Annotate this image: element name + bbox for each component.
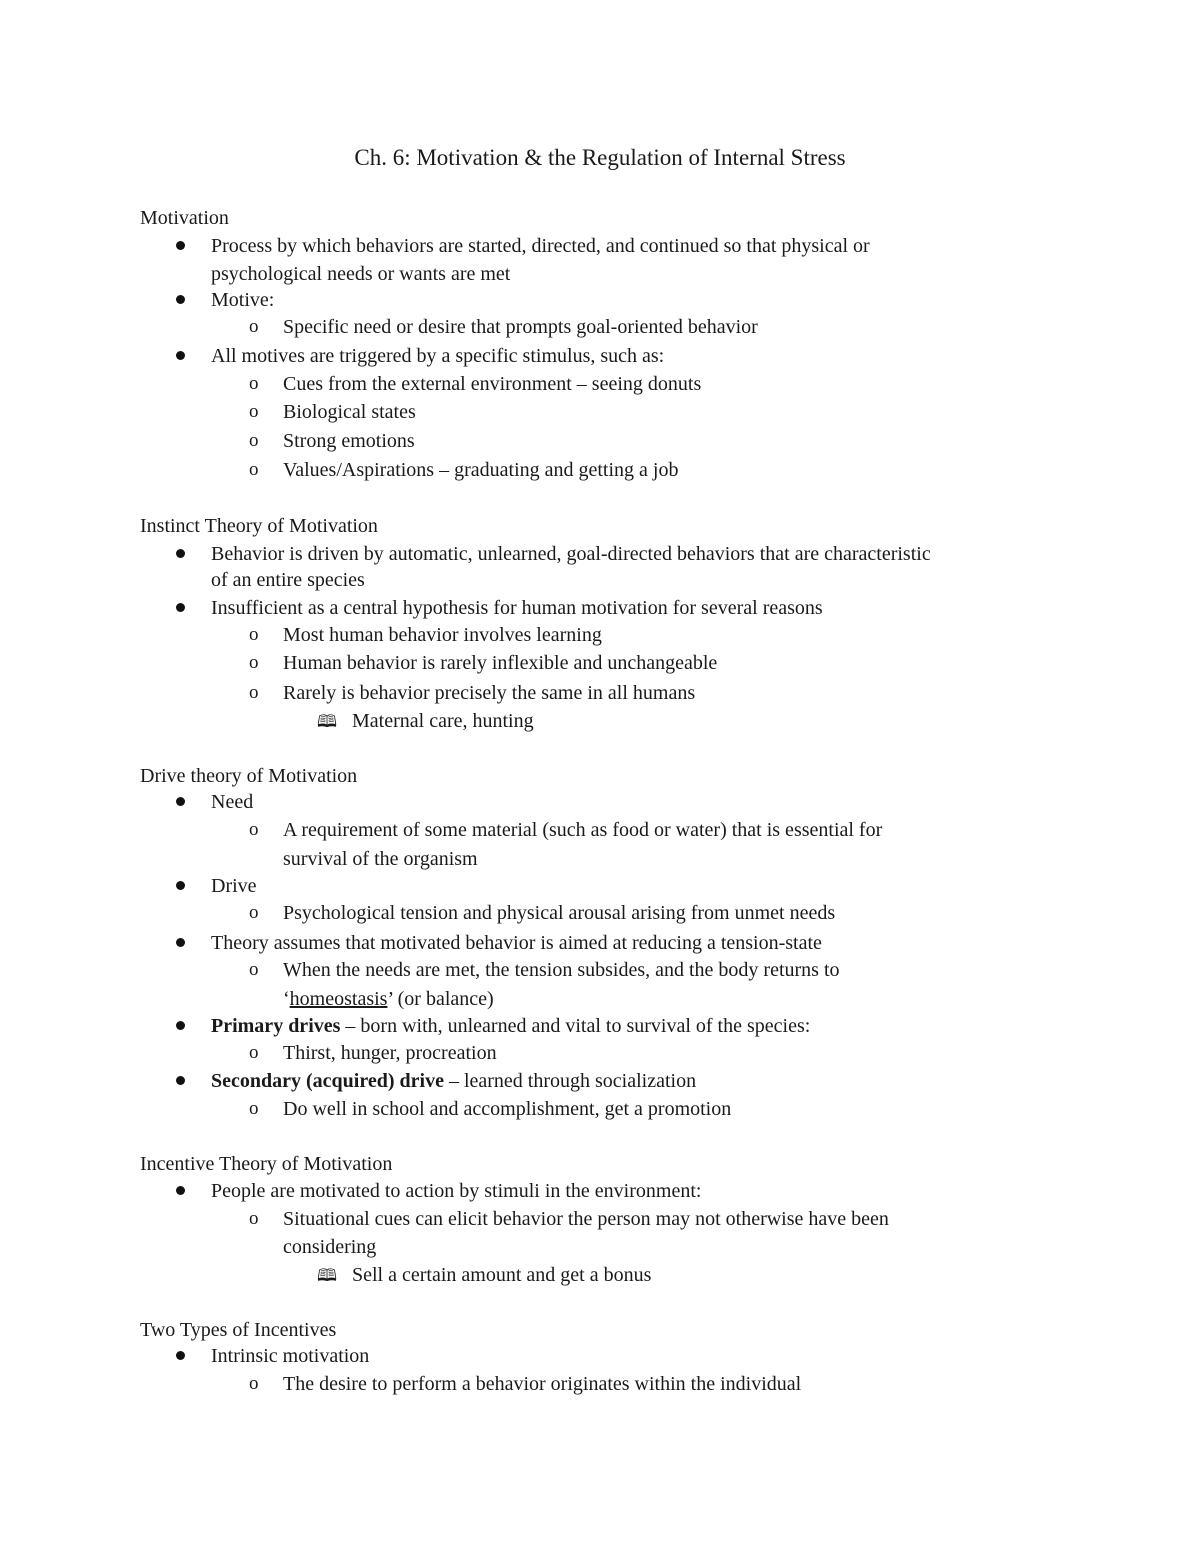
sub-sub-list-item: Maternal care, hunting [352,710,534,732]
list-item: Intrinsic motivation [211,1345,370,1367]
sub-list-item: Values/Aspirations – graduating and getting a job [283,459,679,481]
sub-list-item: Do well in school and accomplishment, get a promotion [283,1098,732,1120]
list-item: Insufficient as a central hypothesis for human motivation for several reasons [211,597,823,619]
section-heading-motivation: Motivation [140,207,229,229]
sub-list-item: When the needs are met, the tension subsides, and the body returns to [283,959,840,981]
circle-bullet-icon: o [249,1098,259,1119]
circle-bullet-icon: o [249,652,259,673]
list-item: Drive [211,875,257,897]
bullet-icon [176,1351,185,1360]
circle-bullet-icon: o [249,1042,259,1063]
circle-bullet-icon: o [249,1373,259,1394]
section-heading-instinct: Instinct Theory of Motivation [140,515,378,537]
primary-drives-term: Primary drives [211,1015,341,1037]
sub-list-item: Rarely is behavior precisely the same in all humans [283,682,696,704]
sub-list-item: A requirement of some material (such as food or water) that is essential for [283,819,883,841]
bullet-icon [176,938,185,947]
bullet-icon [176,603,185,612]
list-item-continuation: psychological needs or wants are met [211,263,511,285]
list-item: Motive: [211,289,275,311]
circle-bullet-icon: o [249,430,259,451]
bullet-icon [176,1076,185,1085]
sub-list-item: Thirst, hunger, procreation [283,1042,497,1064]
circle-bullet-icon: o [249,959,259,980]
page-title: Ch. 6: Motivation & the Regulation of Internal Stress [354,145,846,170]
section-heading-incentive: Incentive Theory of Motivation [140,1153,393,1175]
book-bullet-icon: 🕮 [317,1266,338,1285]
sub-list-item: Strong emotions [283,430,415,452]
circle-bullet-icon: o [249,902,259,923]
secondary-drive-term: Secondary (acquired) drive [211,1070,444,1092]
sub-list-item: Situational cues can elicit behavior the person may not otherwise have been [283,1208,889,1230]
list-item: Need [211,791,254,813]
circle-bullet-icon: o [249,459,259,480]
circle-bullet-icon: o [249,316,259,337]
circle-bullet-icon: o [249,1208,259,1229]
bullet-icon [176,295,185,304]
sub-list-item: Most human behavior involves learning [283,624,602,646]
sub-list-item-continuation: considering [283,1236,377,1258]
bullet-icon [176,241,185,250]
sub-list-item: The desire to perform a behavior originates within the individual [283,1373,802,1395]
list-item: All motives are triggered by a specific stimulus, such as: [211,345,665,367]
list-item: People are motivated to action by stimuli in the environment: [211,1180,702,1202]
list-item [211,1067,696,1095]
bullet-icon [176,549,185,558]
circle-bullet-icon: o [249,401,259,422]
list-item: Theory assumes that motivated behavior is aimed at reducing a tension-state [211,932,822,954]
circle-bullet-icon: o [249,624,259,645]
section-heading-drive: Drive theory of Motivation [140,765,358,787]
list-item: Behavior is driven by automatic, unlearned, goal-directed behaviors that are characteristic [211,543,931,565]
bullet-icon [176,1021,185,1030]
book-bullet-icon: 🕮 [317,712,338,731]
bullet-icon [176,351,185,360]
bullet-icon [176,1186,185,1195]
circle-bullet-icon: o [249,682,259,703]
section-heading-incentive-types: Two Types of Incentives [140,1319,337,1341]
quote-close-text: ’ (or balance) [387,988,494,1010]
sub-list-item-continuation [283,985,494,1013]
quote-open: ‘ [283,988,290,1010]
sub-list-item-continuation: survival of the organism [283,848,478,870]
circle-bullet-icon: o [249,373,259,394]
bullet-icon [176,881,185,890]
list-item [211,1012,810,1040]
bullet-icon [176,797,185,806]
sub-list-item: Specific need or desire that prompts goal-oriented behavior [283,316,758,338]
sub-sub-list-item: Sell a certain amount and get a bonus [352,1264,652,1286]
sub-list-item: Human behavior is rarely inflexible and unchangeable [283,652,718,674]
secondary-drive-text: – learned through socialization [443,1070,697,1092]
sub-list-item: Biological states [283,401,416,423]
homeostasis-term: homeostasis [289,988,388,1010]
sub-list-item: Cues from the external environment – seeing donuts [283,373,702,395]
list-item: Process by which behaviors are started, directed, and continued so that physical or [211,235,870,257]
circle-bullet-icon: o [249,819,259,840]
primary-drives-text: – born with, unlearned and vital to survival of the species: [340,1015,811,1037]
sub-list-item: Psychological tension and physical arousal arising from unmet needs [283,902,836,924]
list-item-continuation: of an entire species [211,569,365,591]
